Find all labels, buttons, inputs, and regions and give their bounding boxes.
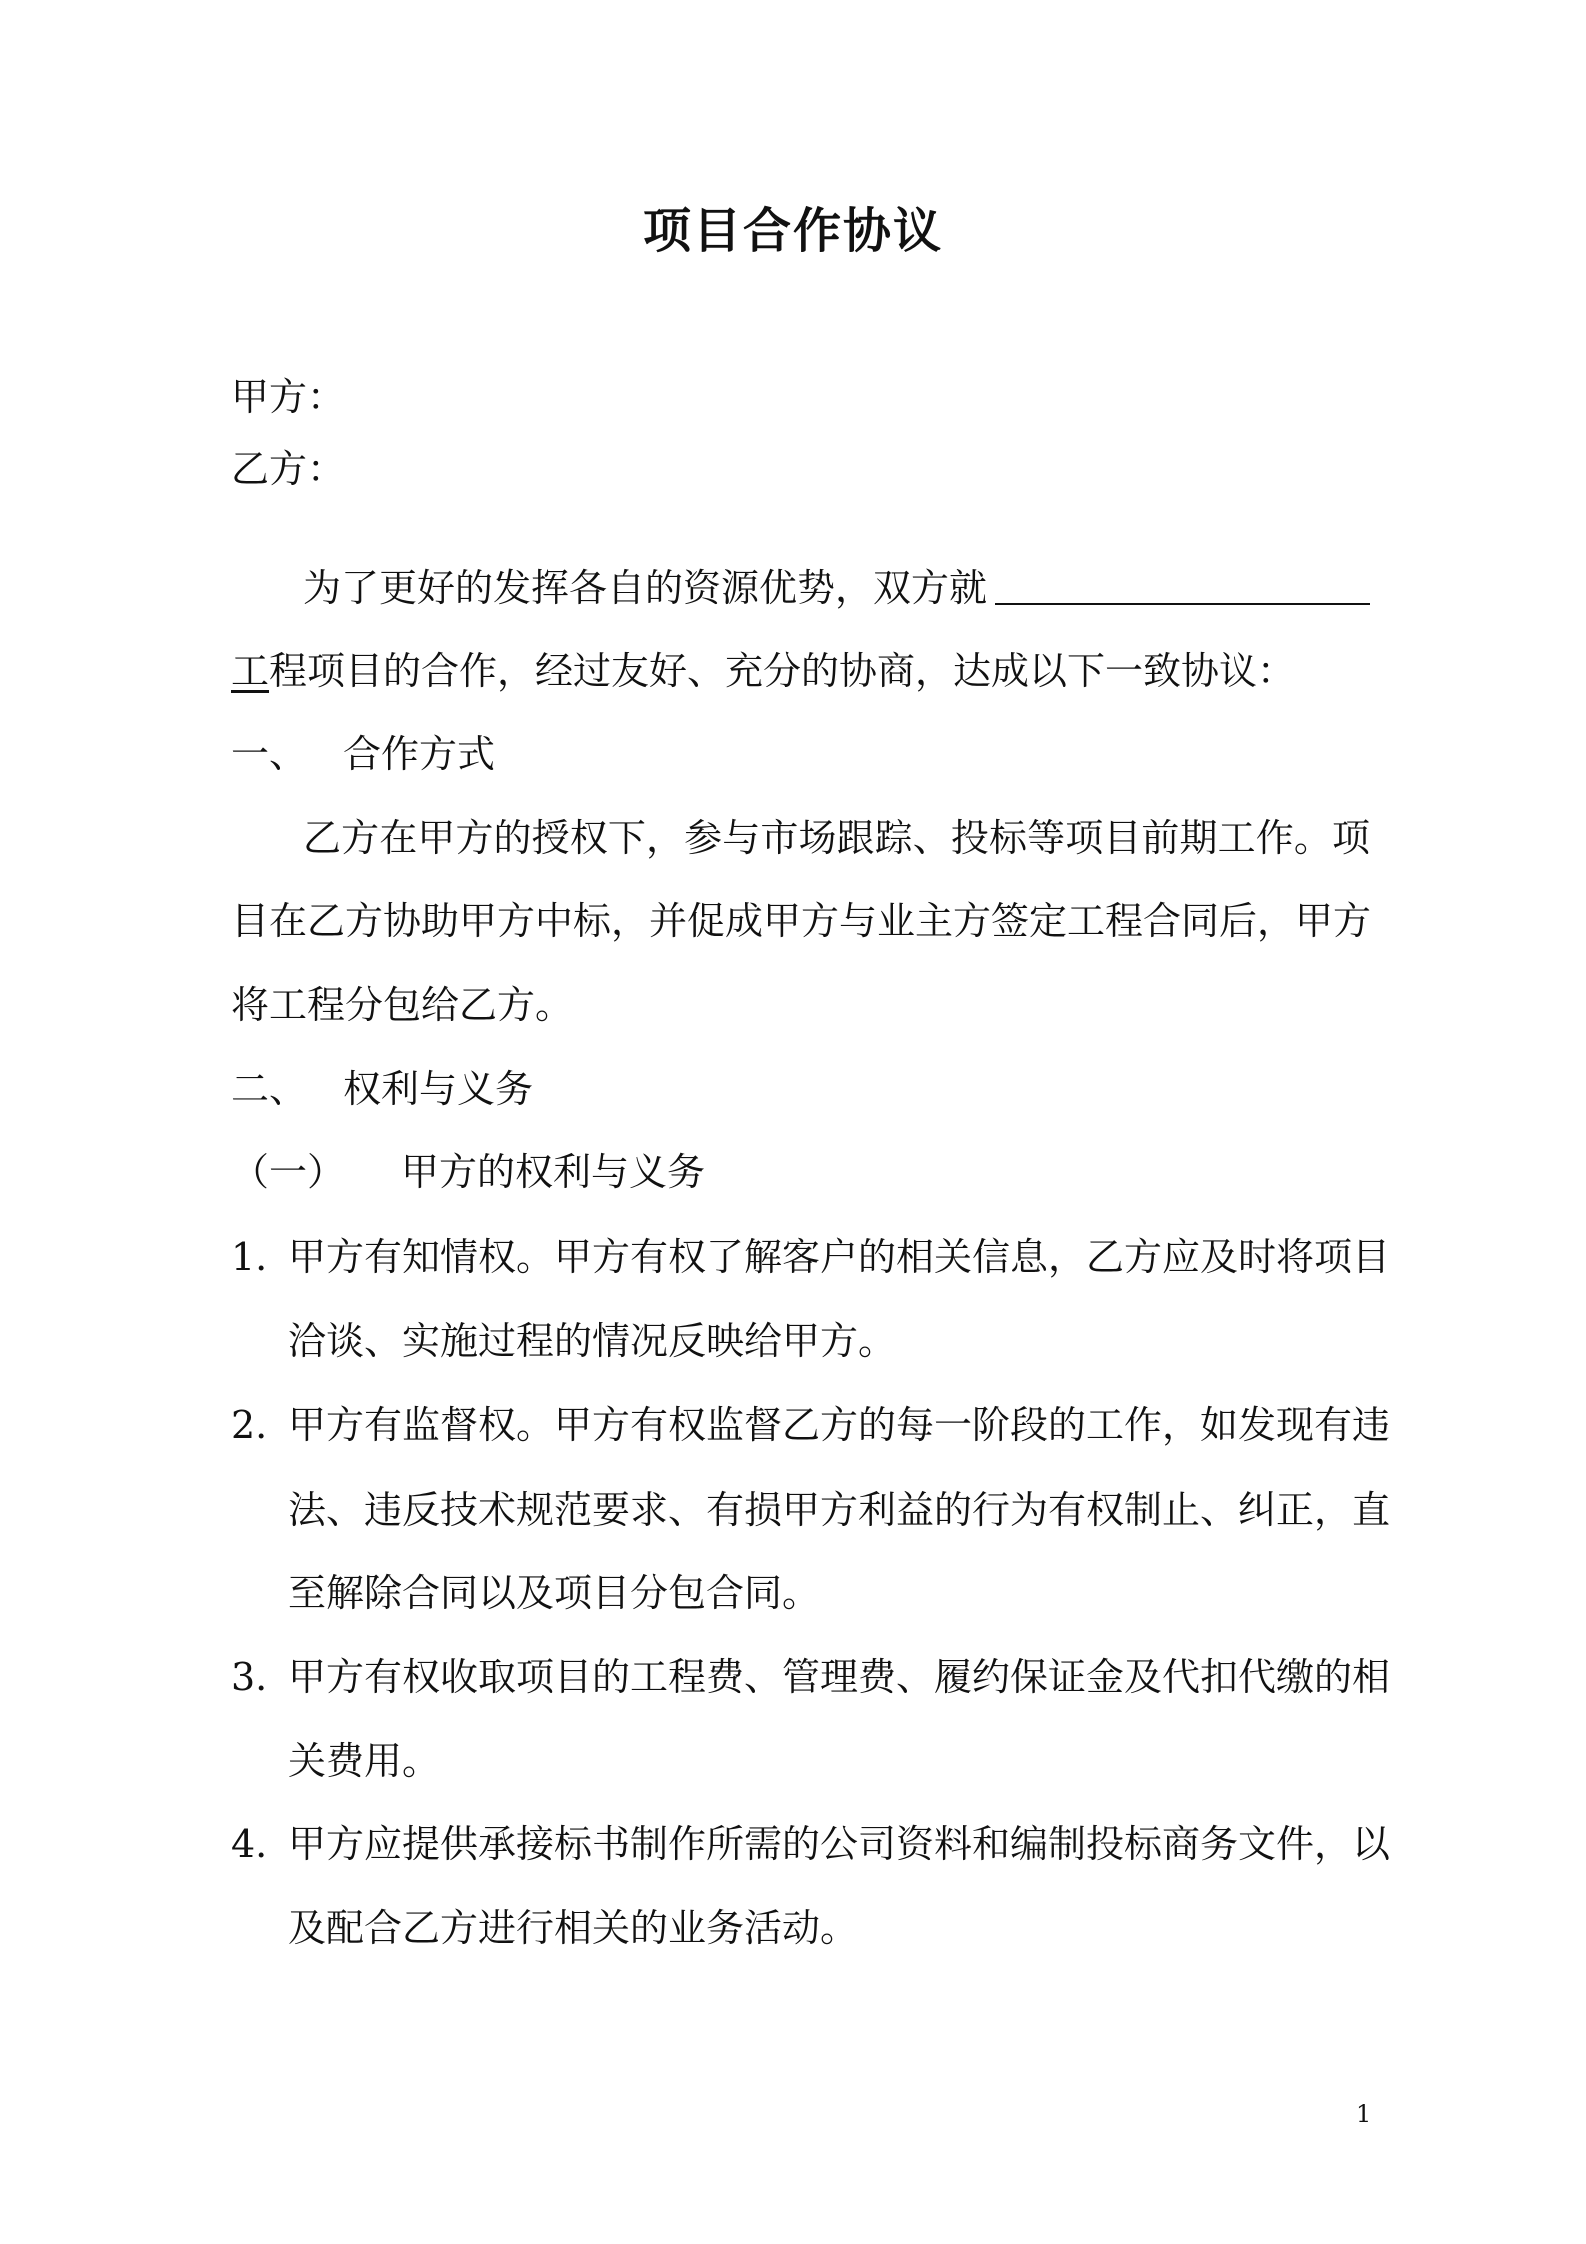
underlined-char: 工 <box>231 649 270 693</box>
item-number: 1. <box>231 1235 268 1279</box>
item-line: 及配合乙方进行相关的业务活动。 <box>288 1906 859 1950</box>
section-1-line: 目在乙方协助甲方中标，并促成甲方与业主方签定工程合同后，甲方 <box>231 899 1372 943</box>
item-line: 至解除合同以及项目分包合同。 <box>288 1571 821 1615</box>
item-line: 甲方有监督权。甲方有权监督乙方的每一阶段的工作，如发现有违 <box>288 1403 1391 1447</box>
intro-line-2-text: 程项目的合作，经过友好、充分的协商，达成以下一致协议： <box>269 649 1296 693</box>
item-line: 甲方有权收取项目的工程费、管理费、履约保证金及代扣代缴的相 <box>288 1655 1391 1699</box>
section-1-line: 乙方在甲方的授权下，参与市场跟踪、投标等项目前期工作。项 <box>303 816 1370 860</box>
document-title: 项目合作协议 <box>642 203 943 259</box>
party-b-label: 乙方： <box>231 447 346 491</box>
item-line: 甲方应提供承接标书制作所需的公司资料和编制投标商务文件，以 <box>288 1822 1391 1866</box>
item-line: 洽谈、实施过程的情况反映给甲方。 <box>288 1319 897 1363</box>
page-number: 1 <box>1356 2100 1372 2128</box>
party-a-label: 甲方： <box>231 375 346 419</box>
section-1-number: 一、 <box>231 732 308 776</box>
subsection-1-title: 甲方的权利与义务 <box>401 1150 706 1194</box>
intro-line-1: 为了更好的发挥各自的资源优势，双方就 <box>303 566 988 610</box>
item-line: 法、违反技术规范要求、有损甲方利益的行为有权制止、纠正，直 <box>288 1488 1391 1532</box>
project-name-blank[interactable] <box>995 603 1370 605</box>
item-line: 关费用。 <box>288 1739 441 1783</box>
subsection-1-number: （一） <box>231 1150 346 1194</box>
intro-line-2 <box>231 649 1295 693</box>
section-1-line: 将工程分包给乙方。 <box>231 983 574 1027</box>
section-1-title: 合作方式 <box>343 732 496 776</box>
item-number: 2. <box>231 1403 268 1447</box>
section-2-title: 权利与义务 <box>343 1067 534 1111</box>
item-number: 3. <box>231 1655 268 1699</box>
item-line: 甲方有知情权。甲方有权了解客户的相关信息，乙方应及时将项目 <box>288 1235 1391 1279</box>
section-2-number: 二、 <box>231 1067 308 1111</box>
item-number: 4. <box>231 1822 268 1866</box>
